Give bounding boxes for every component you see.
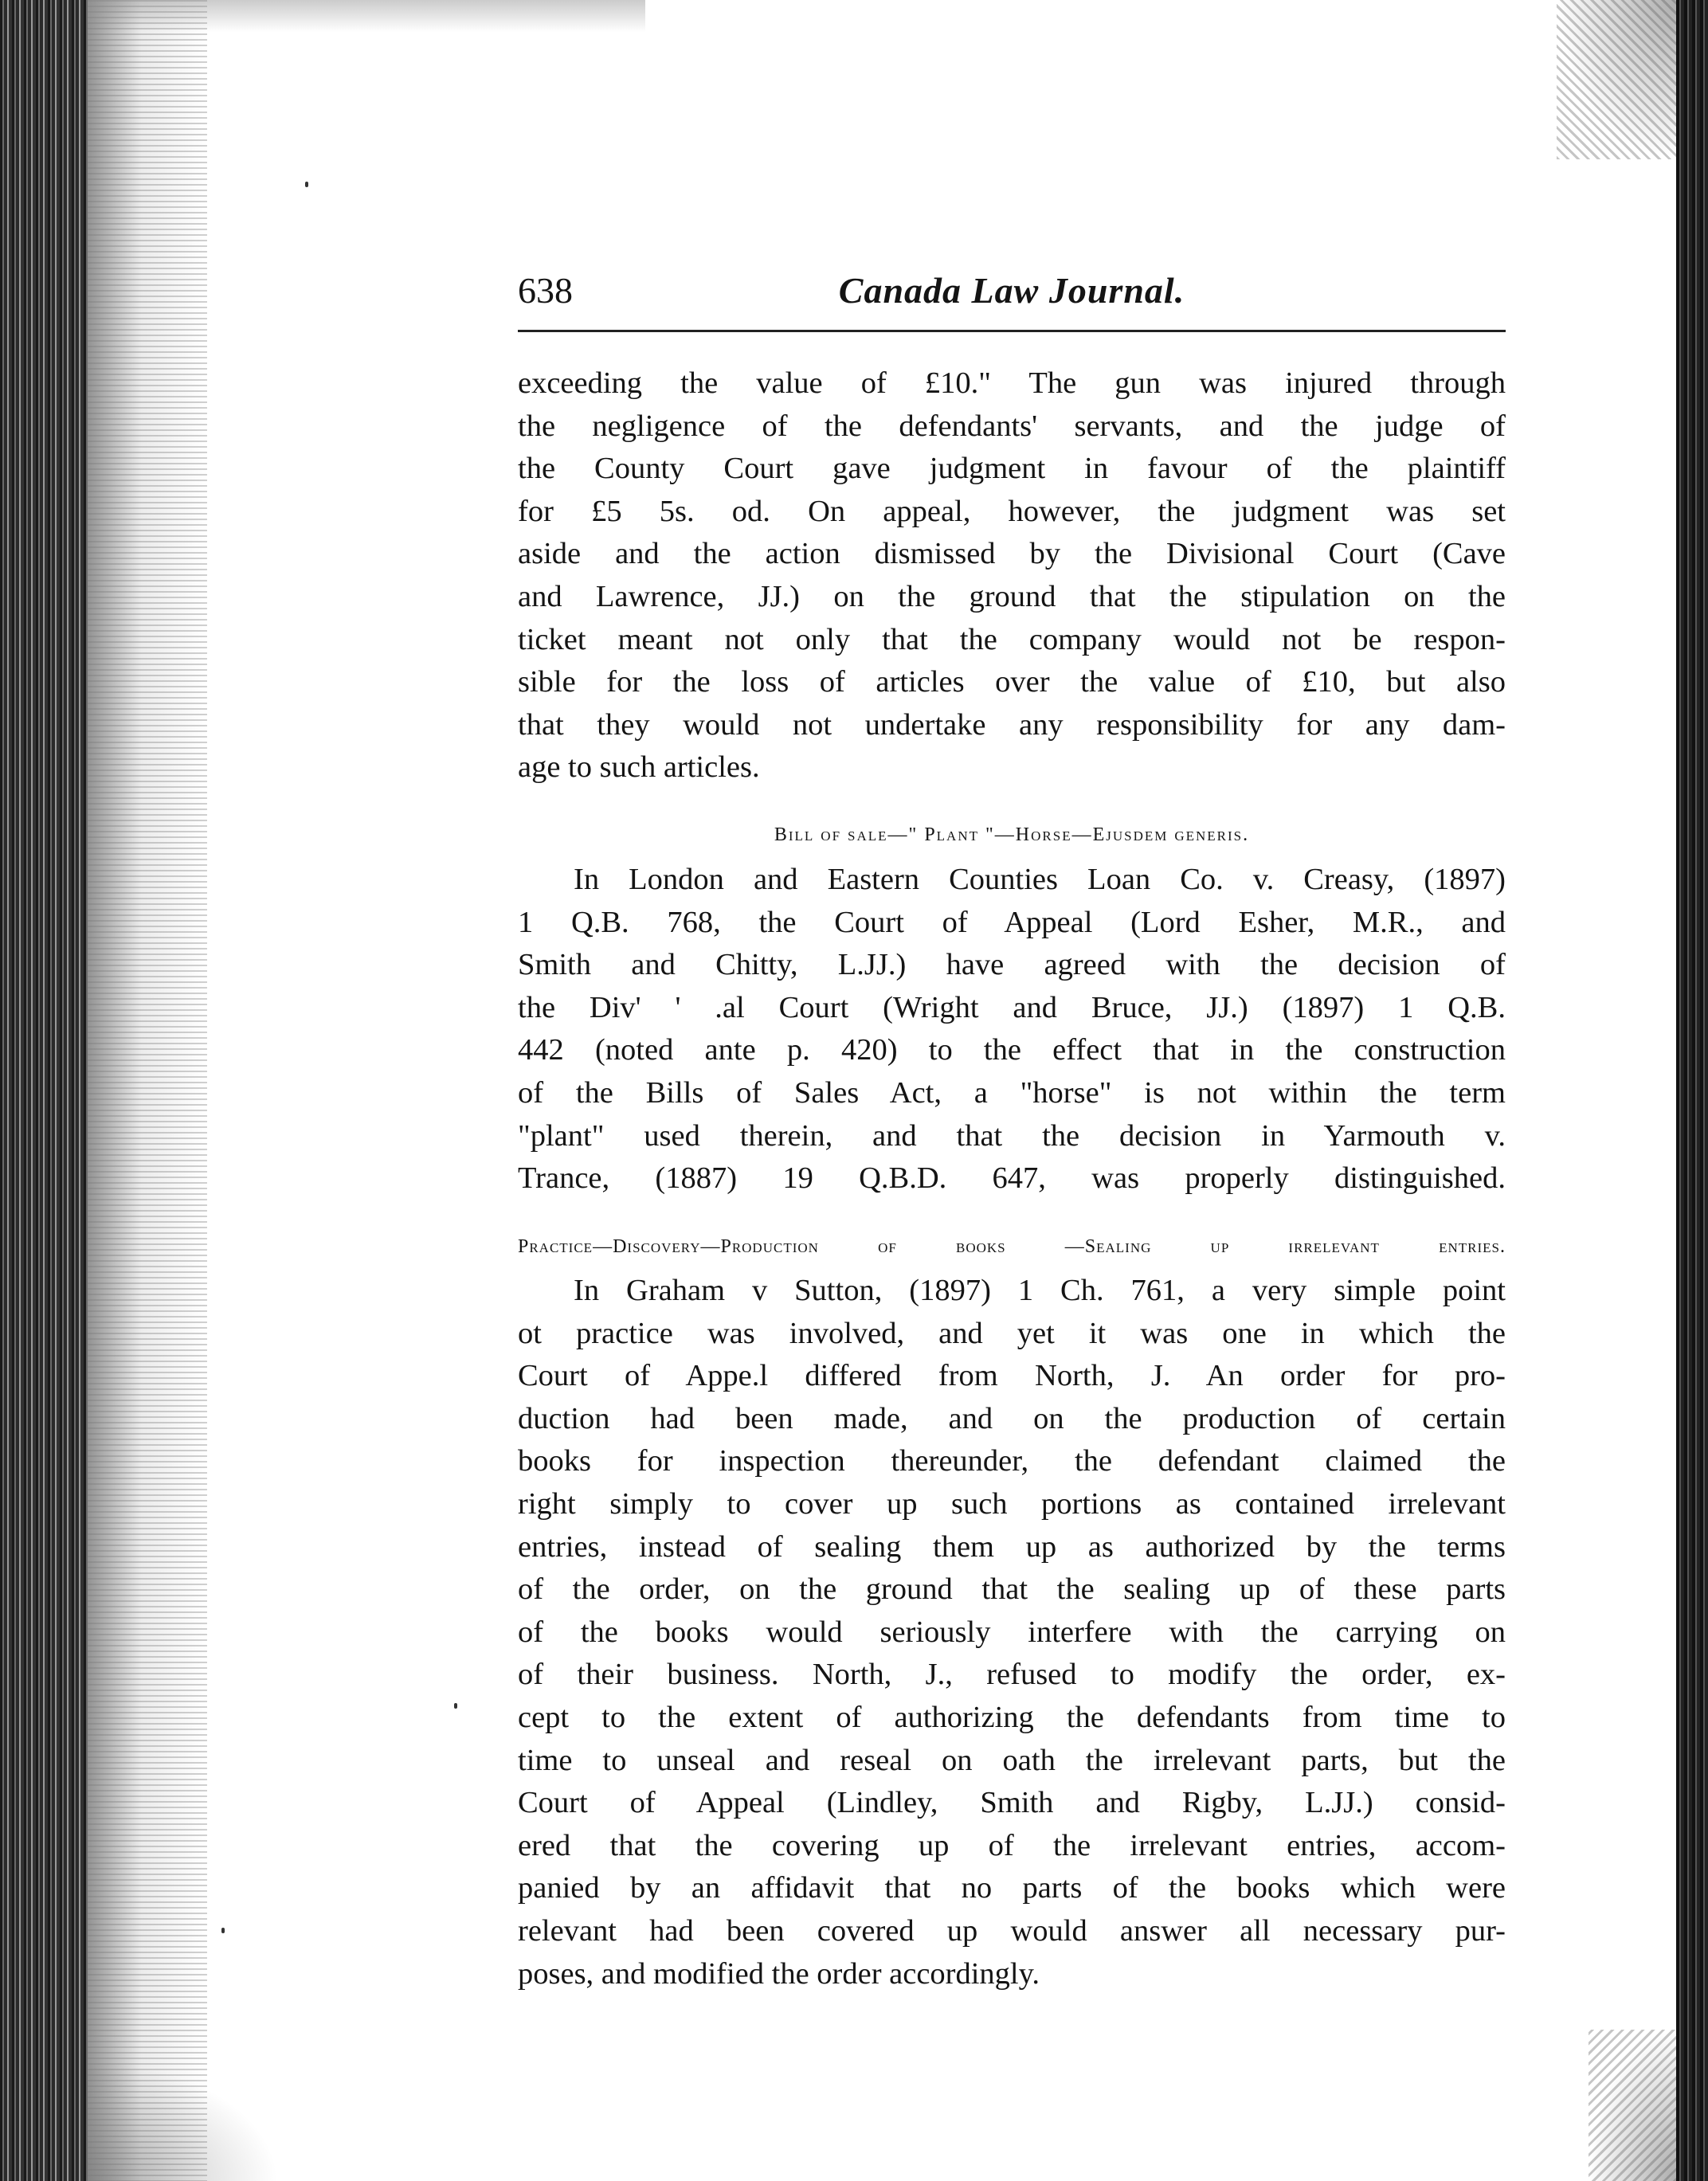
scan-speck <box>454 1703 457 1709</box>
text-line: that they would not undertake any responsibility for any dam- <box>518 707 1506 742</box>
text-line: 442 (noted ante p. 420) to the effect that in the construction <box>518 1033 1506 1067</box>
text-line: poses, and modified the order accordingly. <box>518 1956 1040 1991</box>
scan-shadow-left <box>88 0 207 2181</box>
text-line: cept to the extent of authorizing the defendants from time to <box>518 1700 1506 1734</box>
page-number: 638 <box>518 270 573 311</box>
text-line: Smith and Chitty, L.JJ.) have agreed with the decision of <box>518 948 1506 982</box>
text-line: and Lawrence, JJ.) on the ground that the stipulation on the <box>518 579 1506 613</box>
text-line: Trance, (1887) 19 Q.B.D. 647, was properly distinguished. <box>518 1161 1506 1196</box>
section-heading-practice-discovery: Practice—Discovery—Production of books —Sealing up irrelevant entries. <box>518 1236 1506 1257</box>
text-line: In Graham v Sutton, (1897) 1 Ch. 761, a very simple point <box>574 1274 1506 1307</box>
journal-title: Canada Law Journal. <box>838 270 1185 311</box>
text-line: books for inspection thereunder, the defendant claimed the <box>518 1444 1506 1478</box>
scan-edge-right <box>1676 0 1708 2181</box>
scan-speck <box>221 1928 225 1933</box>
scan-edge-left <box>0 0 88 2181</box>
text-line: Court of Appeal (Lindley, Smith and Rigby, L.JJ.) consid- <box>518 1786 1506 1820</box>
text-line: "plant" used therein, and that the decision in Yarmouth v. <box>518 1118 1506 1153</box>
text-line: sible for the loss of articles over the value of £10, but also <box>518 665 1506 699</box>
text-line: ered that the covering up of the irrelevant entries, accom- <box>518 1828 1506 1862</box>
section-heading-bill-of-sale: Bill of sale—" Plant "—Horse—Ejusdem generis. <box>774 824 1250 845</box>
section-body-bill-of-sale <box>518 859 1506 1200</box>
text-line: age to such articles. <box>518 750 760 785</box>
text-line: time to unseal and reseal on oath the irrelevant parts, but the <box>518 1743 1506 1777</box>
scan-shadow-bottom-right <box>1589 2030 1676 2181</box>
text-line: right simply to cover up such portions as contained irrelevant <box>518 1486 1506 1521</box>
text-line: relevant had been covered up would answer all necessary pur- <box>518 1913 1506 1948</box>
text-line: ot practice was involved, and yet it was one in which the <box>518 1316 1506 1350</box>
text-line: entries, instead of sealing them up as authorized by the terms <box>518 1529 1506 1564</box>
text-line: the Div' ' .al Court (Wright and Bruce, JJ.) (1897) 1 Q.B. <box>518 990 1506 1024</box>
scan-shadow-top <box>88 0 645 32</box>
text-line: 1 Q.B. 768, the Court of Appeal (Lord Esher, M.R., and <box>518 905 1506 939</box>
text-line: the negligence of the defendants' servants, and the judge of <box>518 409 1506 443</box>
running-head <box>518 269 1506 325</box>
text-line: Court of Appe.l differed from North, J. An order for pro- <box>518 1359 1506 1393</box>
text-line: ticket meant not only that the company would not be respon- <box>518 622 1506 656</box>
scan-shadow-bottom-left <box>88 2062 279 2181</box>
text-line: the County Court gave judgment in favour of the plaintiff <box>518 452 1506 486</box>
text-line: panied by an affidavit that no parts of the books which were <box>518 1871 1506 1905</box>
text-line: exceeding the value of £10." The gun was injured through <box>518 366 1506 400</box>
scan-speck <box>305 182 308 187</box>
text-line: for £5 5s. od. On appeal, however, the judgment was set <box>518 494 1506 528</box>
text-line: aside and the action dismissed by the Divisional Court (Cave <box>518 537 1506 571</box>
paragraph-continued <box>518 362 1506 789</box>
text-line: In London and Eastern Counties Loan Co. v. Creasy, (1897) <box>574 863 1506 896</box>
text-line: of the Bills of Sales Act, a "horse" is not within the term <box>518 1075 1506 1110</box>
text-line: duction had been made, and on the production of certain <box>518 1401 1506 1435</box>
header-rule <box>518 330 1506 332</box>
section-body-practice-discovery <box>518 1270 1506 1995</box>
text-line: of the books would seriously interfere with the carrying on <box>518 1615 1506 1649</box>
scan-shadow-top-right <box>1557 0 1676 159</box>
text-line: of their business. North, J., refused to modify the order, ex- <box>518 1658 1506 1692</box>
text-line: of the order, on the ground that the sealing up of these parts <box>518 1572 1506 1607</box>
